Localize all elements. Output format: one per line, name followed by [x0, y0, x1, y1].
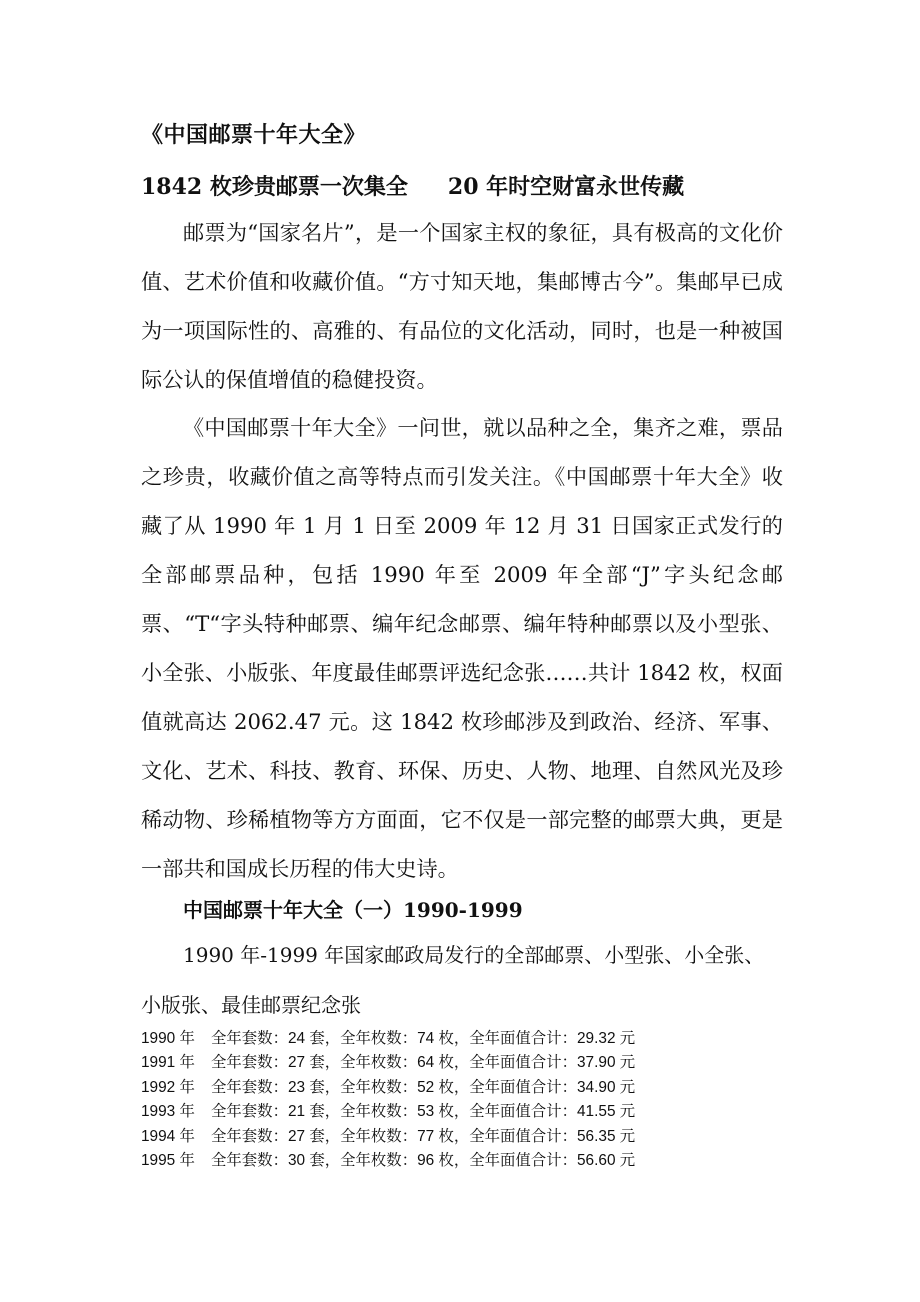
year-label: 1992 年 — [141, 1078, 195, 1096]
year-stats: 全年套数：27 套，全年枚数：77 枚，全年面值合计：56.35 元 — [211, 1127, 636, 1145]
year-stats: 全年套数：24 套，全年枚数：74 枚，全年面值合计：29.32 元 — [211, 1030, 636, 1047]
year-row — [141, 1076, 635, 1100]
year-stats: 全年套数：27 套，全年枚数：64 枚，全年面值合计：37.90 元 — [211, 1054, 636, 1072]
year-label: 1995 年 — [141, 1152, 195, 1170]
section-title: 中国邮票十年大全（一）1990-1999 — [183, 898, 523, 922]
year-label: 1991 年 — [141, 1054, 195, 1072]
year-label: 1990 年 — [141, 1030, 195, 1047]
year-stats: 全年套数：23 套，全年枚数：52 枚，全年面值合计：34.90 元 — [211, 1078, 636, 1096]
subtitle-right: 20 年时空财富永世传藏 — [447, 174, 685, 200]
year-label: 1994 年 — [141, 1127, 195, 1145]
year-list — [141, 1027, 635, 1173]
description-paragraph: 《中国邮票十年大全》一问世，就以品种之全，集齐之难，票品之珍贵，收藏价值之高等特点而引发关注。《中国邮票十年大全》收藏了从 1990 年 1 月 1 日至 2009 年 12 月 31 日国家正式发行的全部邮票品种，包括 1990 年至 2009 年全部“J”字头纪念邮票、“T“字头特种邮票、编年纪念邮票、编年特种邮票以及小型张、小全张、小版张、年度最佳邮票评选纪念张……共计 1842 枚，权面值就高达 2062.47 元。这 1842 枚珍邮涉及到政治、经济、军事、文化、艺术、科技、教育、环保、历史、人物、地理、自然风光及珍稀动物、珍稀植物等方方面面，它不仅是一部完整的邮票大典，更是一部共和国成长历程的伟大史诗。 — [141, 415, 783, 881]
year-row — [141, 1125, 635, 1149]
year-row — [141, 1149, 635, 1173]
year-stats: 全年套数：21 套，全年枚数：53 枚，全年面值合计：41.55 元 — [211, 1103, 636, 1121]
year-label: 1993 年 — [141, 1103, 195, 1121]
year-row — [141, 1100, 635, 1124]
document-title: 《中国邮票十年大全》 — [141, 122, 367, 148]
year-row — [141, 1051, 635, 1075]
year-row — [141, 1027, 635, 1051]
document-subtitle — [141, 170, 684, 201]
year-stats: 全年套数：30 套，全年枚数：96 枚，全年面值合计：56.60 元 — [211, 1152, 636, 1170]
subtitle-left: 1842 枚珍贵邮票一次集全 — [141, 174, 408, 200]
intro-paragraph: 邮票为“国家名片”，是一个国家主权的象征，具有极高的文化价值、艺术价值和收藏价值。“方寸知天地，集邮博古今”。集邮早已成为一项国际性的、高雅的、有品位的文化活动，同时，也是一种被国际公认的保值增值的稳健投资。 — [141, 220, 783, 392]
section-description: 1990 年-1999 年国家邮政局发行的全部邮票、小型张、小全张、小版张、最佳邮票纪念张 — [141, 943, 765, 1017]
